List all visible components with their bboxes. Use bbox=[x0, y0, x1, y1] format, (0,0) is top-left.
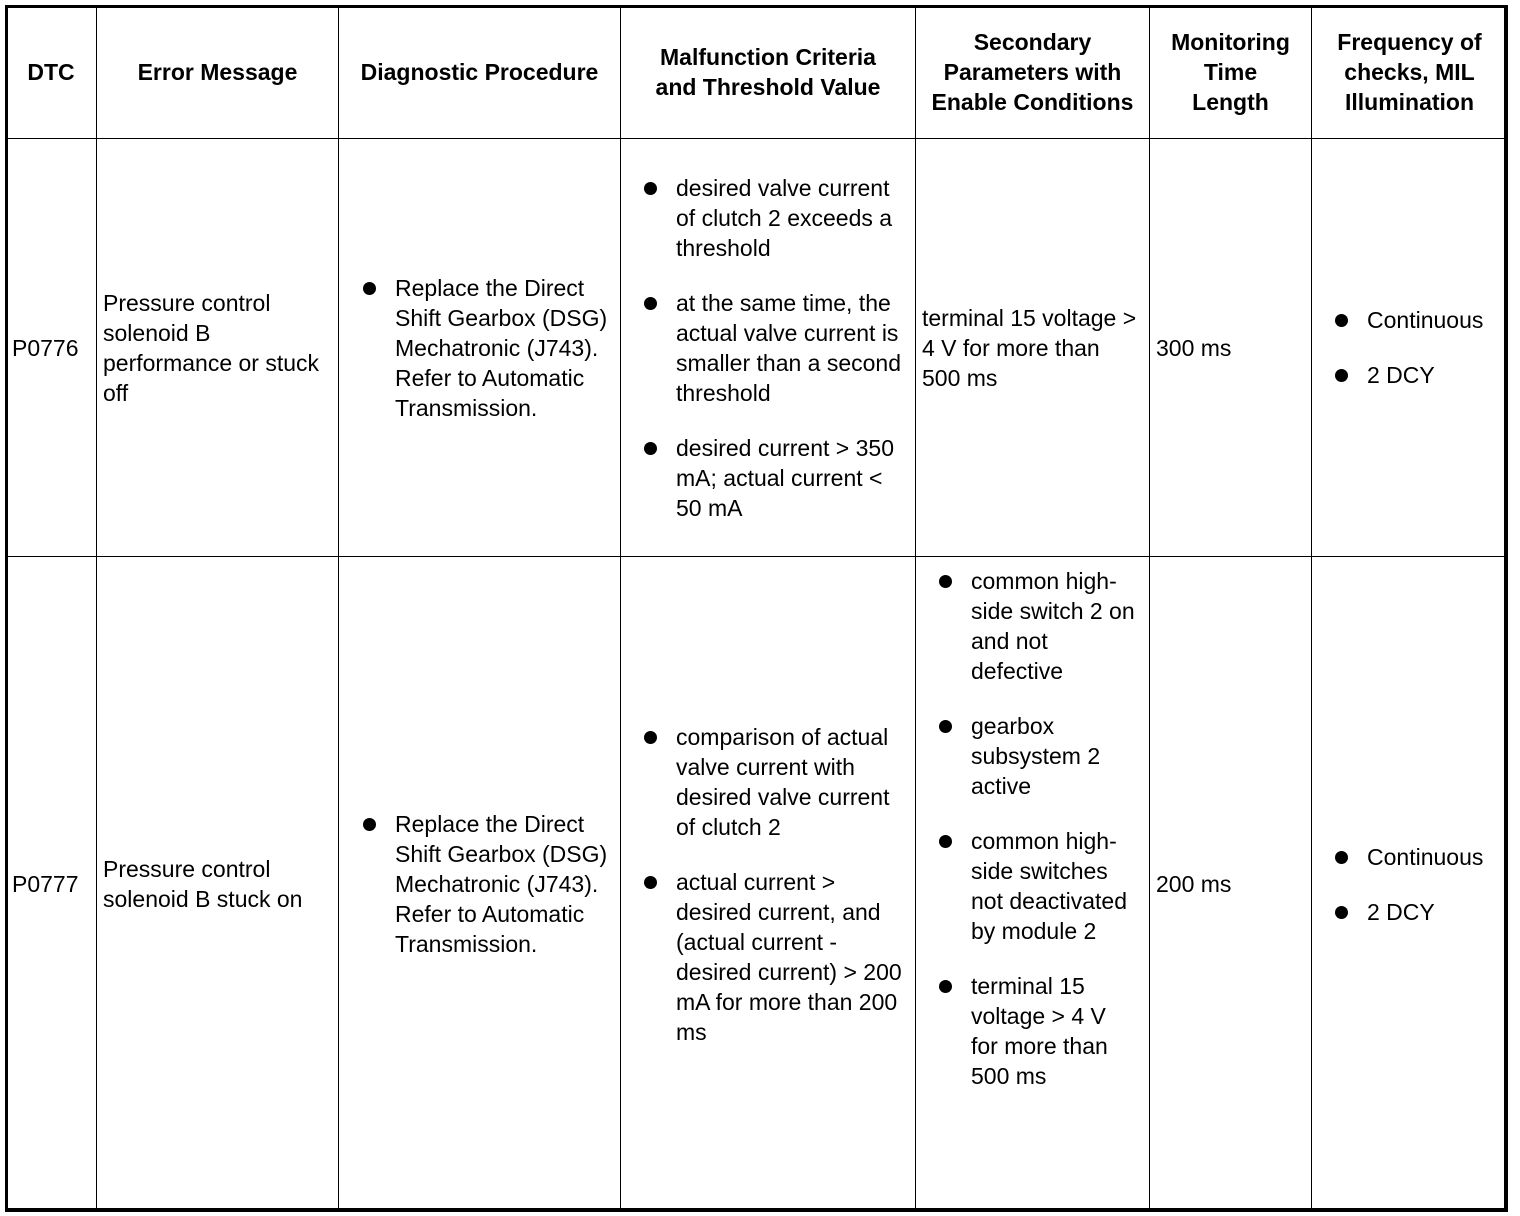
header-dtc: DTC bbox=[6, 6, 97, 139]
list-item: at the same time, the actual valve current is smaller than a second threshold bbox=[676, 288, 911, 408]
list-item: comparison of actual valve current with desired valve current of clutch 2 bbox=[676, 722, 911, 842]
error-message: Pressure control solenoid B performance or stuck off bbox=[97, 139, 339, 557]
list-item: desired valve current of clutch 2 exceeds a threshold bbox=[676, 173, 911, 263]
list-item: Replace the Direct Shift Gearbox (DSG) Mechatronic (J743). Refer to Automatic Transmission. bbox=[395, 809, 612, 959]
list-item: common high-side switches not deactivated by module 2 bbox=[971, 826, 1139, 946]
header-frequency: Frequency of checks, MIL Illumination bbox=[1312, 6, 1508, 139]
list-item: 2 DCY bbox=[1367, 897, 1503, 927]
table-outer-border bbox=[5, 5, 1507, 1211]
monitoring-time: 300 ms bbox=[1150, 139, 1312, 557]
list-item: Continuous bbox=[1367, 305, 1503, 335]
list-item: 2 DCY bbox=[1367, 360, 1503, 390]
list-item: actual current > desired current, and (actual current - desired current) > 200 mA for more than 200 ms bbox=[676, 867, 911, 1047]
dtc-code: P0776 bbox=[6, 139, 97, 557]
list-item: terminal 15 voltage > 4 V for more than 500 ms bbox=[971, 971, 1139, 1091]
header-diagnostic-procedure: Diagnostic Procedure bbox=[339, 6, 621, 139]
list-item: common high-side switch 2 on and not defective bbox=[971, 566, 1139, 686]
list-item: desired current > 350 mA; actual current < 50 mA bbox=[676, 433, 911, 523]
secondary-parameters: terminal 15 voltage > 4 V for more than 500 ms bbox=[916, 139, 1150, 557]
error-message: Pressure control solenoid B stuck on bbox=[97, 557, 339, 1212]
list-item: Continuous bbox=[1367, 842, 1503, 872]
header-monitoring-time: Monitoring Time Length bbox=[1150, 6, 1312, 139]
list-item: Replace the Direct Shift Gearbox (DSG) Mechatronic (J743). Refer to Automatic Transmission. bbox=[395, 273, 612, 423]
list-item: gearbox subsystem 2 active bbox=[971, 711, 1139, 801]
monitoring-time: 200 ms bbox=[1150, 557, 1312, 1212]
header-error-message: Error Message bbox=[97, 6, 339, 139]
dtc-code: P0777 bbox=[6, 557, 97, 1212]
header-malfunction-criteria: Malfunction Criteria and Threshold Value bbox=[621, 6, 916, 139]
header-secondary-parameters: Secondary Parameters with Enable Conditions bbox=[916, 6, 1150, 139]
